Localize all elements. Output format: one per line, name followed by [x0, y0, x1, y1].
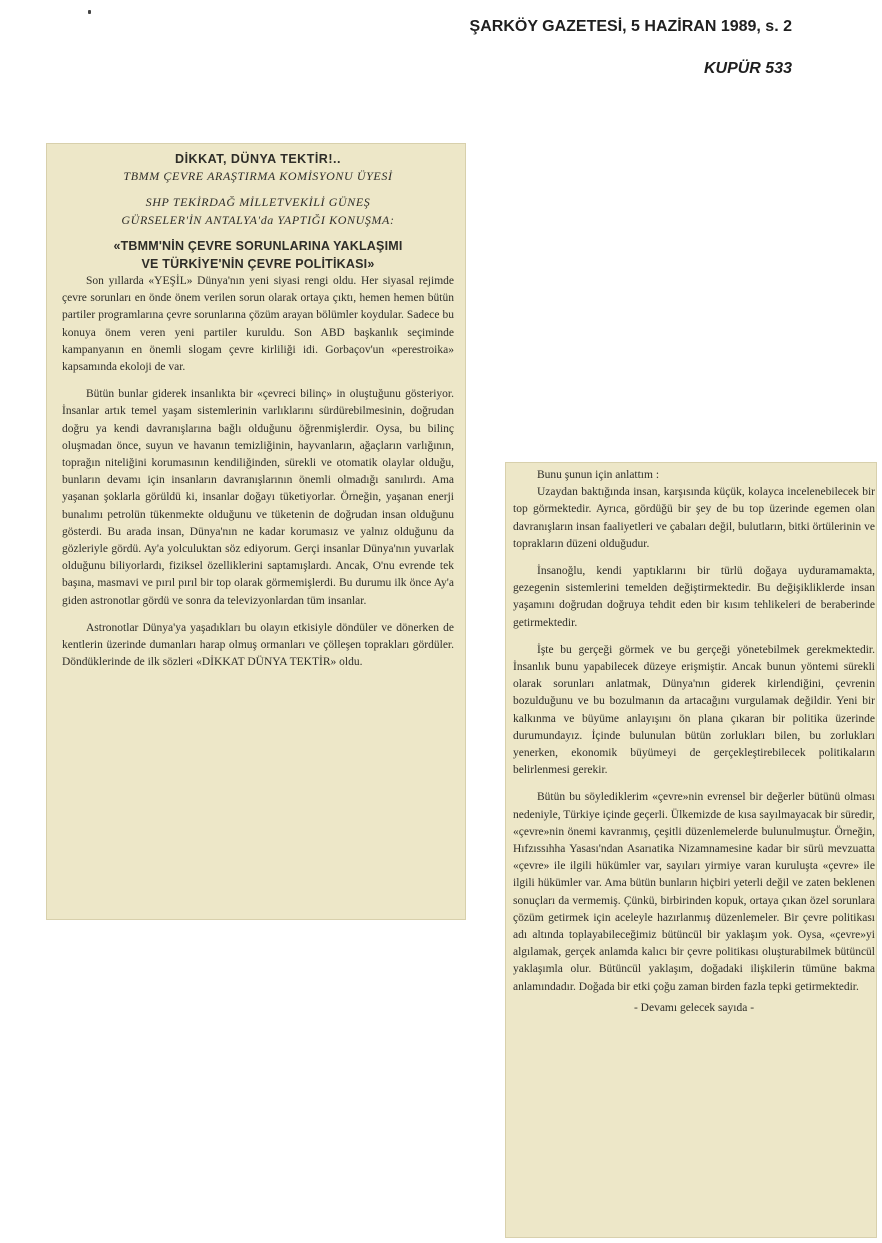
right-paragraph: Uzaydan baktığında insan, karşısında küçük, kolayca incelenebilecek bir top görmektedir. Ayrıca, gördüğü bir şey de bu top üzerinde egemen olan davranışların insan faaliyetleri ve çabaları değil, bulutların, bitki örtülerinin ve toprakların düzeni olduğudur.	[513, 486, 875, 550]
right-paragraph: İnsanoğlu, kendi yaptıklarını bir türlü doğaya uyduramamakta, gezegenin sistemlerini temelden değiştirmektedir. Bu değişikliklerde insan yaşamını doğrudan doğruya tehdit eden bir kısım tehlikeleri de beraberinde getirmektedir.	[513, 565, 875, 629]
clipping-left-column	[46, 143, 466, 920]
main-headline-line-2: VE TÜRKİYE'NİN ÇEVRE POLİTİKASI»	[141, 257, 375, 271]
kicker-headline: DİKKAT, DÜNYA TEKTİR!..	[175, 152, 341, 166]
right-paragraph: Bütün bu söylediklerim «çevre»nin evrensel bir değerler bütünü olması nedeniyle, Türkiye içinde geçerli. Ülkemizde de kısa sayılmayacak bir süredir, «çevre»nin önemi kavranmış, çeşitli düzenlemelerde bulunulmuştur. Örneğin, Hıfzıssıhha Yasası'ndan Asarıatika Nizamnamesine kadar bir sürü mevzuatta «çevre» ile ilgili hükümler var, sayıları yirmiye varan kuruluşta «çevre» ile ilgili hükümler var. Ama bütün bunların hiçbiri yeterli değil ve zaten beklenen sonuçları da vermemiş. Çünkü, birbirinden kopuk, ortaya çıkan özel sorunlara çözüm getirmek için aceleyle hazırlanmış düzenlemeler. Bir çevre politikası adı altında toplayabileceğimiz bütüncül bir yaklaşım yok. Oysa, «çevre»yi algılamak, gerçek anlamda kalıcı bir çevre politikası oluşturabilmek bütüncül yaklaşımla olur. Bütüncül yaklaşım, doğadaki ilişkilerin tümüne bakma anlamındadır. Doğada bir etki çoğu zaman birden fazla tepki getirmektedir.	[513, 791, 875, 993]
right-paragraph: İşte bu gerçeği görmek ve bu gerçeği yönetebilmek gerekmektedir. İnsanlık bunu yapabilecek düzeye erişmiştir. Ancak bunun yöntemi sürekli olarak sorunları anlatmak, Dünya'nın giderek kirlendiğini, çevrenin bozulduğunu ve bu bozulmanın da artacağını vurgulamak değildir. Yeni bir kalkınma ve büyüme anlayışını ön plana çıkaran bir politika üzerinde durumundayız. İçinde bulunulan bütün zorlukları bilen, bu zorlukları yenerken, ekonomik büyümeyi de gerçekleştirebilecek politikaların belirlenmesi gerekir.	[513, 643, 875, 777]
left-column-text	[62, 151, 454, 671]
clipping-right-column	[505, 462, 877, 1238]
left-paragraph: Son yıllarda «YEŞİL» Dünya'nın yeni siyasi rengi oldu. Her siyasal rejimde çevre sorunları en önde önem verilen sorun olarak ortaya çıktı, hemen hemen bütün partiler programlarına çevre sorunlarına çözüm arayan bölümler koydular. Sadece bu konuya önem veren yeni partiler kuruldu. Son ABD başkanlık seçiminde kampanyanın en önemli slogam çevre kirliliği idi. Gorbaçov'un «perestroika» kapsamında ekoloji de var.	[62, 275, 454, 374]
left-paragraph: Bütün bunlar giderek insanlıkta bir «çevreci bilinç» in oluştuğunu gösteriyor. İnsanlar artık temel yaşam sistemlerinin varlıklarını sürdürebilmesinin, doğrudan doğru ya kendi davranışlarına bağlı olduğunu öğrenmişlerdir. Oysa, bu bilinç oluşmadan önce, suyun ve havanın temizliğinin, hayvanların, ağaçların varlığının, toprağın niteliğini korumasının kendiliğinden, sürekli ve otomatik olaylar olduğu, bunların devamı için insanların davranışlarının önemli olmadığı sanılırdı. Ama yaşanan şoklarla görüldü ki, insanlar doğayı tüketiyorlar. Örneğin, yaşanan enerji bunalımı petrolün tükenmekte olduğunu ve tüketenin de doğrudan insan olduğunu gösterdi. Bu arada insan, Dünya'nın ne kadar korumasız ve yalnız olduğunu da gözleriyle gördü. Ay'a yolculuktan söz ediyorum. Gerçi insanlar Dünya'nın yuvarlak olduğunu biliyorlardı, fiziksel özelliklerini saptamışlardı. Ancak, O'nu evrende tek başına, masmavi ve pırıl pırıl bir top olarak görmemişlerdi. Bu durumu ilk önce Ay'a giden astronotlar gördü ve sonra da televizyonlardan tüm insanlar.	[62, 388, 454, 607]
newspaper-citation: ŞARKÖY GAZETESİ, 5 HAZİRAN 1989, s. 2	[469, 18, 792, 35]
left-paragraph: Astronotlar Dünya'ya yaşadıkları bu olayın etkisiyle döndüler ve dönerken de kentlerin üzerinde dumanları harap olmuş ormanları ve çölleşen toprakları gördüler. Döndüklerinde de ilk sözleri «DİKKAT DÜNYA TEKTİR» oldu.	[62, 621, 454, 669]
right-column-text	[513, 467, 875, 1017]
subhead-committee: TBMM ÇEVRE ARAŞTIRMA KOMİSYONU ÜYESİ	[123, 169, 393, 183]
main-headline-line-1: «TBMM'NİN ÇEVRE SORUNLARINA YAKLAŞIMI	[113, 239, 403, 253]
subhead-speech: GÜRSELER'İN ANTALYA'da YAPTIĞI KONUŞMA:	[121, 213, 395, 227]
clipping-number: KUPÜR 533	[703, 60, 792, 77]
right-lead-line: Bunu şunun için anlattım :	[537, 469, 660, 481]
subhead-deputy: SHP TEKİRDAĞ MİLLETVEKİLİ GÜNEŞ	[145, 195, 371, 209]
continued-note: - Devamı gelecek sayıda -	[633, 1001, 755, 1014]
scan-speck	[88, 10, 91, 14]
